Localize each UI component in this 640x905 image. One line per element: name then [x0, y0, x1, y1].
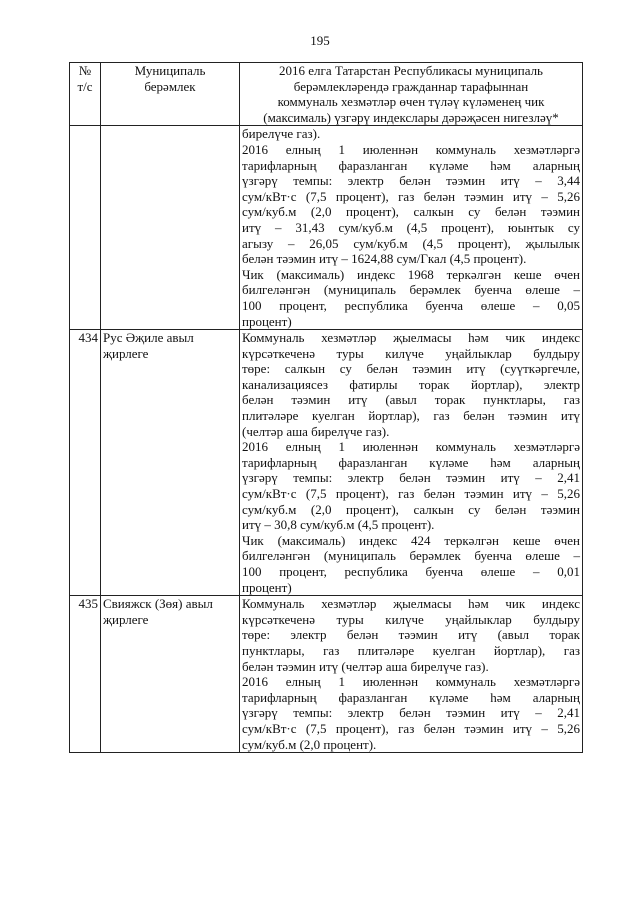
text-line: сум/кВт·с (7,5 процент), газ белән тәэмин итү – 5,26	[242, 486, 580, 502]
text-line: билгеләнгән (муниципаль берәмлек буенча өлеше –	[242, 548, 580, 564]
row-municipality	[101, 330, 240, 596]
text-line: (челтәр аша бирелүче газ).	[242, 423, 390, 439]
text-line: үзгәрү темпы: электр белән тәэмин итү – 2,41	[242, 470, 580, 486]
text-line: белән тәэмин итү (авыл торак пунктлары, газ	[242, 392, 580, 408]
table-row	[70, 596, 583, 753]
text-line: агызу – 26,05 сум/куб.м (4,5 процент), җылылык	[242, 235, 580, 251]
header-municipality-line: берәмлек	[144, 78, 196, 94]
row-municipality	[101, 126, 240, 330]
table-row	[70, 126, 583, 330]
row-municipality	[101, 596, 240, 753]
text-line: 2016 елның 1 июленнән коммуналь хезмәтләргә	[242, 141, 580, 157]
text-line: итү – 30,8 сум/куб.м (4,5 процент).	[242, 517, 435, 533]
text-line: процент)	[242, 579, 292, 595]
municipality-line: җирлеге	[103, 611, 149, 627]
text-line: төре: электр белән тәэмин итү (авыл торак	[242, 627, 580, 643]
text-line: плитәләре куелган йортлар), газ белән тәэмин итү	[242, 408, 580, 424]
text-line: сум/куб.м (2,0 процент), салкын су белән тәэмин	[242, 501, 580, 517]
table-header-row	[70, 63, 583, 126]
text-line: сум/куб.м (2,0 процент), салкын су белән тәэмин	[242, 204, 580, 220]
municipality-line: Рус Әҗиле авыл	[103, 330, 194, 346]
justification-paragraph	[242, 126, 580, 142]
text-line: белән тәэмин итү – 1624,88 сум/Гкал (4,5 процент).	[242, 251, 527, 267]
header-justification-line: (максималь) үзгәрү индекслары дәрәҗәсен нигезләү*	[263, 109, 559, 125]
row-number	[70, 126, 101, 330]
text-line: сум/кВт·с (7,5 процент), газ белән тәэмин итү – 5,26	[242, 188, 580, 204]
municipality-line: Свияжск (Зөя) авыл	[103, 596, 213, 612]
text-line: пунктлары, газ плитәләре куелган йортлар), газ	[242, 642, 580, 658]
page-number: 195	[310, 33, 330, 48]
row-justification	[240, 596, 583, 753]
header-number-line: т/с	[77, 78, 93, 94]
header-number-line: №	[78, 63, 92, 78]
text-line: Чик (максималь) индекс 424 теркәлгән кеше өчен	[242, 532, 580, 548]
text-line: билгеләнгән (муниципаль берәмлек буенча өлеше –	[242, 282, 580, 298]
row-justification	[240, 126, 583, 330]
text-line: канализациясез фатирлы торак йортлар), электр	[242, 376, 580, 392]
text-line: итү – 31,43 сум/куб.м (4,5 процент), юынтык су	[242, 219, 580, 235]
text-line: тарифларның фаразланган күләме һәм аларның	[242, 689, 580, 705]
justification-paragraph	[242, 533, 580, 595]
text-line: 100 процент, республика буенча өлеше – 0,05	[242, 297, 580, 313]
text-line: тарифларның фаразланган күләме һәм аларның	[242, 454, 580, 470]
text-line: Коммуналь хезмәтләр җыелмасы һәм чик индекс	[242, 596, 580, 612]
text-line: Коммуналь хезмәтләр җыелмасы һәм чик индекс	[242, 330, 580, 346]
text-line: сум/кВт·с (7,5 процент), газ белән тәэмин итү – 5,26	[242, 720, 580, 736]
header-justification-line: берәмлекләрендә гражданнар тарафыннан	[293, 78, 529, 94]
text-line: 2016 елның 1 июленнән коммуналь хезмәтләргә	[242, 674, 580, 690]
row-justification	[240, 330, 583, 596]
text-line: күрсәткеченә туры килүче уңайлыклар булдыру	[242, 345, 580, 361]
row-number: 434	[70, 330, 101, 596]
text-line: 100 процент, республика буенча өлеше – 0,01	[242, 564, 580, 579]
tariff-table	[69, 62, 583, 753]
header-municipality-line: Муниципаль	[134, 63, 206, 78]
text-line: бирелүче газ).	[242, 126, 321, 142]
table-row	[70, 330, 583, 596]
header-justification	[240, 63, 583, 126]
text-line: үзгәрү темпы: электр белән тәэмин итү – 3,44	[242, 173, 580, 189]
header-justification-line: коммуналь хезмәтләр өчен түләү күләменең чик	[277, 94, 545, 110]
text-line: 2016 елның 1 июленнән коммуналь хезмәтләргә	[242, 439, 580, 455]
justification-paragraph	[242, 439, 580, 533]
header-number	[70, 63, 101, 126]
text-line: процент)	[242, 313, 292, 329]
header-municipality	[101, 63, 240, 126]
justification-paragraph	[242, 674, 580, 752]
text-line: үзгәрү темпы: электр белән тәэмин итү – 2,41	[242, 705, 580, 721]
text-line: сум/куб.м (2,0 процент).	[242, 736, 377, 752]
row-number: 435	[70, 596, 101, 753]
text-line: белән тәэмин итү (челтәр аша бирелүче газ).	[242, 658, 489, 674]
text-line: күрсәткеченә туры килүче уңайлыклар булдыру	[242, 611, 580, 627]
justification-paragraph	[242, 330, 580, 439]
municipality-line: җирлеге	[103, 345, 149, 361]
text-line: тарифларның фаразланган күләме һәм аларның	[242, 157, 580, 173]
text-line: Чик (максималь) индекс 1968 теркәлгән кеше өчен	[242, 266, 580, 282]
justification-paragraph	[242, 596, 580, 674]
justification-paragraph	[242, 142, 580, 267]
header-justification-line: 2016 елга Татарстан Республикасы муниципаль	[278, 63, 543, 78]
justification-paragraph	[242, 267, 580, 329]
text-line: төре: салкын су белән тәэмин итү (суүткәргечле,	[242, 361, 580, 377]
